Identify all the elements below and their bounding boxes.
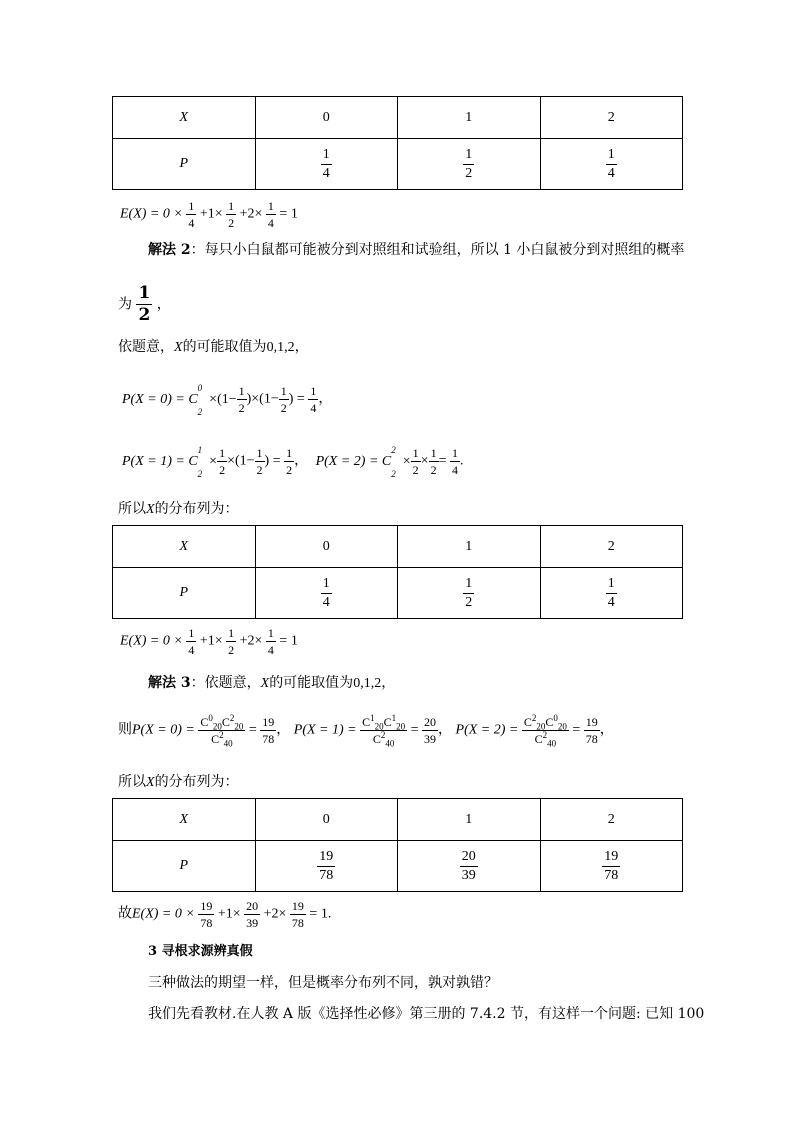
table-header-2: 2 bbox=[540, 97, 683, 139]
prob-cell: $\frac{1}{4}$ bbox=[540, 568, 683, 619]
method3-label: 解法 3 bbox=[148, 675, 191, 691]
table-header-0: 0 bbox=[255, 97, 398, 139]
table-row-label-p: P bbox=[113, 841, 256, 892]
table-header-x: X bbox=[113, 97, 256, 139]
prob-cell: $\frac{1}{2}$ bbox=[398, 568, 541, 619]
table-header-0: 0 bbox=[255, 526, 398, 568]
section-3-heading: 3 寻根求源辨真假 bbox=[148, 944, 253, 959]
method2-continuation: 为 $\frac{1}{2}$ ， bbox=[118, 283, 171, 325]
table-header-1: 1 bbox=[398, 97, 541, 139]
prob-cell: $\frac{1}{4}$ bbox=[255, 139, 398, 190]
method2-paragraph: 解法 2：每只小白鼠都可能被分到对照组和试验组，所以 1 小白鼠被分到对照组的概率 bbox=[148, 242, 685, 258]
expectation-formula-1: E(X) = 0 × $\frac{1}{4}$ +1× $\frac{1}{2}$ +2× $\frac{1}{4}$ = 1 bbox=[120, 199, 298, 230]
paragraph-1: 三种做法的期望一样，但是概率分布列不同，孰对孰错？ bbox=[148, 975, 498, 991]
table-header-2: 2 bbox=[540, 526, 683, 568]
expectation-formula-2: E(X) = 0 × $\frac{1}{4}$ +1× $\frac{1}{2}$ +2× $\frac{1}{4}$ = 1 bbox=[120, 626, 298, 657]
table-header-0: 0 bbox=[255, 799, 398, 841]
p-x-0-formula: P(X = 0) = C 0 2 ×(1− $\frac{1}{2}$ )×(1− $\frac{1}{2}$ ) = $\frac{1}{4}$ ， bbox=[122, 382, 333, 417]
distribution-table-3 bbox=[112, 798, 683, 892]
p-x-1-2-formula: P(X = 1) = C 1 2 × $\frac{1}{2}$ ×(1− $\frac{1}{2}$ ) = $\frac{1}{2}$ ， P(X = 2) = C 2 2 × $\frac{1}{2}$ × $\frac{1}{2}$ = $\frac{1}{4}$ . bbox=[122, 444, 464, 479]
distribution-label-2: 所以X的分布列为： bbox=[118, 774, 239, 790]
prob-cell: $\frac{1}{4}$ bbox=[255, 568, 398, 619]
p-combination-formulas: 则P(X = 0) = $\frac{C^0_{20}C^2_{20}}{C^2_{40}}$ = $\frac{19}{78}$ ， P(X = 1) = $\frac{C^1_{20}C^1_{20}}{C^2_{40}}$ = $\frac{20}{39}$ ， P(X = 2) = $\frac{C^2_{20}C^0_{20}}{C^2_{40}}$ = $\frac{19}{78}$ ， bbox=[118, 713, 614, 749]
possible-values-line-1: 依题意，X的可能取值为0,1,2， bbox=[118, 339, 309, 355]
table-header-1: 1 bbox=[398, 799, 541, 841]
prob-cell: $\frac{20}{39}$ bbox=[398, 841, 541, 892]
expectation-formula-3: 故E(X) = 0 × $\frac{19}{78}$ +1× $\frac{20}{39}$ +2× $\frac{19}{78}$ = 1. bbox=[118, 899, 332, 930]
table-header-x: X bbox=[113, 526, 256, 568]
table-header-1: 1 bbox=[398, 526, 541, 568]
table-row-label-p: P bbox=[113, 568, 256, 619]
prob-cell: $\frac{19}{78}$ bbox=[540, 841, 683, 892]
table-row-label-p: P bbox=[113, 139, 256, 190]
prob-cell: $\frac{1}{2}$ bbox=[398, 139, 541, 190]
method2-label: 解法 2 bbox=[148, 242, 191, 258]
method3-paragraph: 解法 3：依题意，X的可能取值为0,1,2， bbox=[148, 675, 396, 691]
table-header-2: 2 bbox=[540, 799, 683, 841]
paragraph-2: 我们先看教材.在人教 A 版《选择性必修》第三册的 7.4.2 节，有这样一个问题: 已知 100 bbox=[148, 1006, 705, 1022]
distribution-table-2 bbox=[112, 525, 683, 619]
distribution-table-1 bbox=[112, 96, 683, 190]
prob-cell: $\frac{19}{78}$ bbox=[255, 841, 398, 892]
prob-cell: $\frac{1}{4}$ bbox=[540, 139, 683, 190]
table-header-x: X bbox=[113, 799, 256, 841]
distribution-label-1: 所以X的分布列为： bbox=[118, 501, 239, 517]
